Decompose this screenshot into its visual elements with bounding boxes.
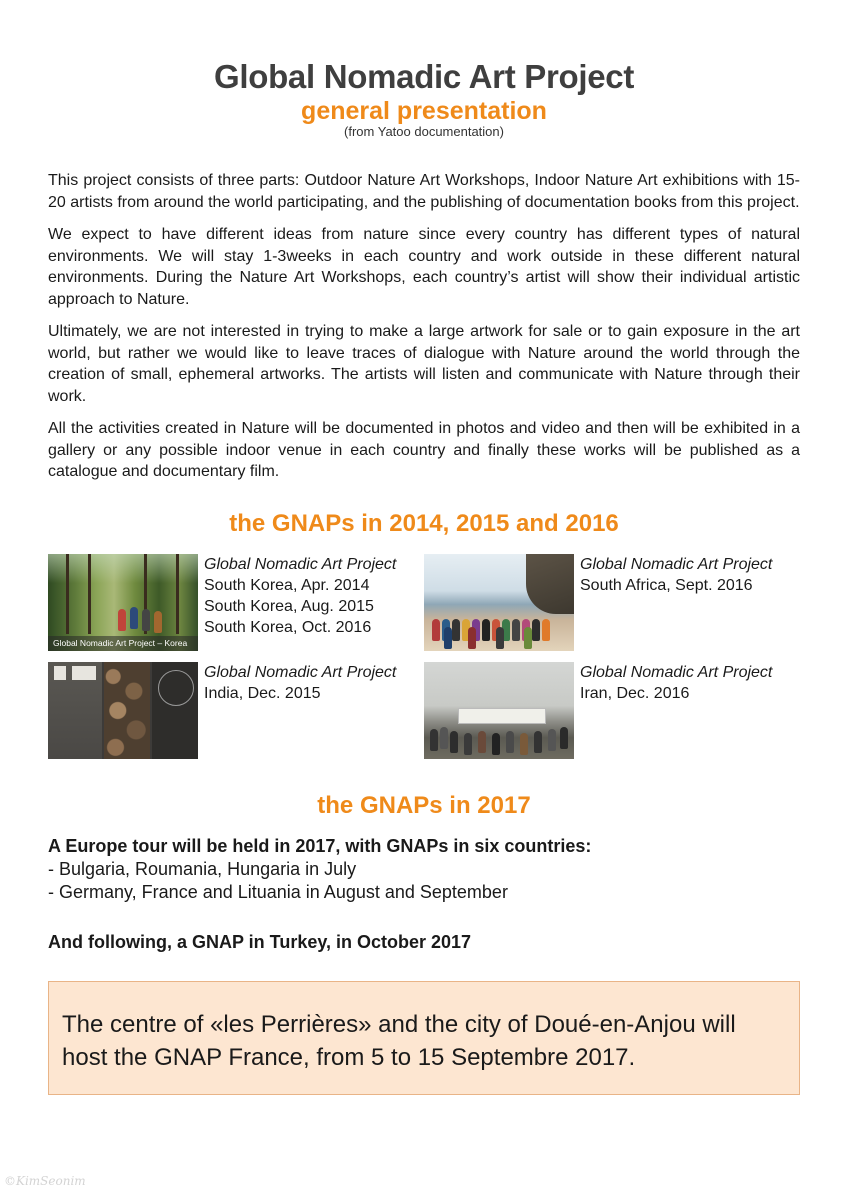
europe-tour [48,835,800,904]
gnap-text [580,662,772,704]
gnap-item-iran [424,662,800,759]
korea-photo-caption: Global Nomadic Art Project – Korea [48,636,198,651]
gnap-location-date: South Korea, Apr. 2014 [204,576,370,594]
gnap-name: Global Nomadic Art Project [580,555,773,573]
intro-paragraph: All the activities created in Nature will be documented in photos and video and then will be exhibited in a gallery or any possible indoor venue in each country and finally these works will be published as a catalogue and documentary film. [48,420,800,480]
europe-tour-lead: A Europe tour will be held in 2017, with GNAPs in six countries: [48,835,592,856]
gnap-item-korea [48,554,424,651]
gnap-text [580,554,772,596]
gnap-location-date: South Korea, Oct. 2016 [204,618,372,636]
gnap-text [204,662,396,704]
gnap-text [204,554,396,638]
gnap-item-india [48,662,424,759]
gnap-item-south-africa [424,554,800,651]
gnaps-2017-heading: the GNAPs in 2017 [317,791,531,819]
gnap-name: Global Nomadic Art Project [204,555,397,573]
intro-section [48,170,800,483]
iran-photo [424,662,574,759]
document-page [48,58,800,1095]
south-africa-photo [424,554,574,651]
past-gnaps-heading: the GNAPs in 2014, 2015 and 2016 [229,509,619,537]
past-gnaps-grid [48,554,800,759]
gnap-location-date: South Korea, Aug. 2015 [204,597,374,615]
turkey-note: And following, a GNAP in Turkey, in October 2017 [48,931,472,952]
gnap-location-date: Iran, Dec. 2016 [580,684,690,702]
france-callout-text: The centre of «les Perrières» and the city of Doué-en-Anjou will host the GNAP France, from 5 to 15 Septembre 2017. [62,1010,736,1071]
page-title: Global Nomadic Art Project [213,58,635,95]
intro-paragraph: We expect to have different ideas from nature since every country has different types of natural environments. We will stay 1-3weeks in each country and work outside in these different natural environments. During the Nature Art Workshops, each country’s artist will show their individual artistic approach to Nature. [48,226,800,308]
intro-paragraph: Ultimately, we are not interested in trying to make a large artwork for sale or to gain exposure in the art world, but rather we would like to leave traces of dialogue with Nature around the world through the creation of small, ephemeral artworks. The artists will listen and communicate with Nature through their work. [48,323,800,405]
france-callout-box [48,981,800,1095]
korea-photo [48,554,198,651]
europe-tour-line: - Germany, France and Lituania in August and September [48,881,508,902]
watermark: ©KimSeonim [4,1174,86,1188]
india-poster [48,662,198,759]
source-note: (from Yatoo documentation) [344,124,504,139]
gnap-name: Global Nomadic Art Project [204,663,397,681]
gnap-name: Global Nomadic Art Project [580,663,773,681]
page-subtitle: general presentation [301,97,547,125]
intro-paragraph: This project consists of three parts: Outdoor Nature Art Workshops, Indoor Nature Art exhibitions with 15-20 artists from around the world participating, and the publishing of documentation books from this project. [48,172,800,211]
europe-tour-line: - Bulgaria, Roumania, Hungaria in July [48,858,357,879]
gnap-location-date: South Africa, Sept. 2016 [580,576,753,594]
gnap-location-date: India, Dec. 2015 [204,684,321,702]
